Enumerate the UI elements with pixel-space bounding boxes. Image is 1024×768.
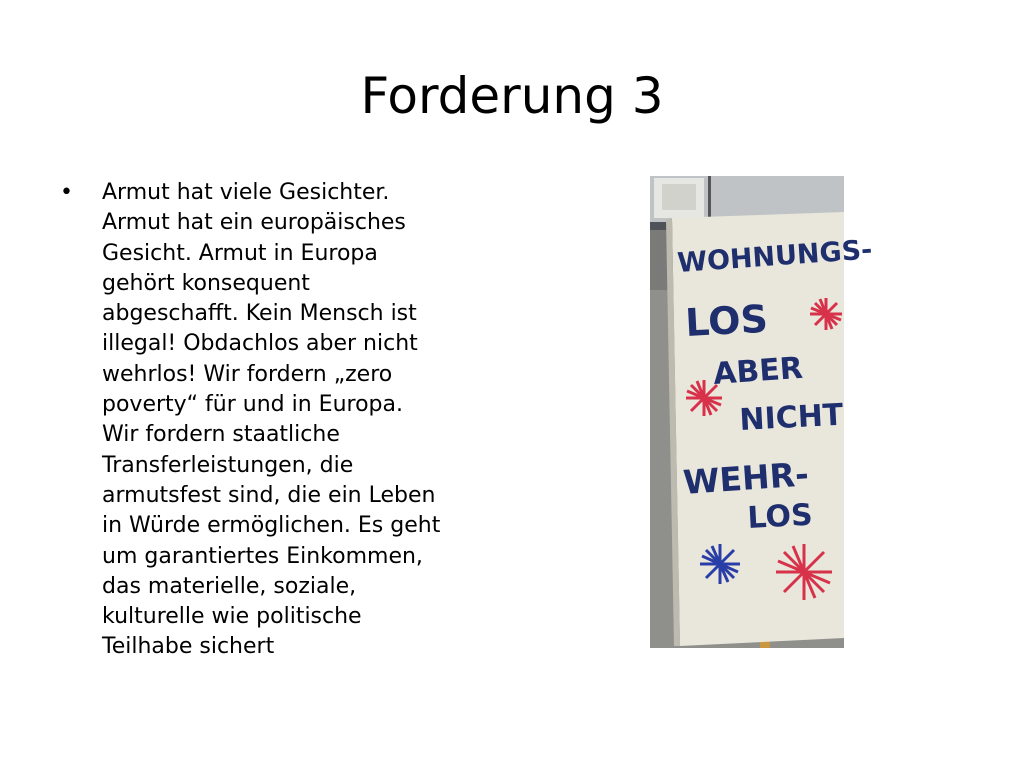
sign-line: ABER — [712, 350, 805, 392]
protest-sign-photo — [650, 176, 874, 648]
bullet-text-line: wehrlos! Wir fordern „zero — [102, 361, 393, 387]
bullet-text-line: poverty“ für und in Europa. — [102, 392, 403, 418]
bullet-text-line: Teilhabe sichert — [102, 634, 275, 660]
bullet-text-line: gehört konsequent — [102, 270, 310, 296]
sign-line: WEHR- — [681, 454, 810, 502]
slide-title: Forderung 3 — [360, 67, 664, 125]
bullet-text-line: in Würde ermöglichen. Es geht — [102, 513, 441, 539]
sign-line: WOHNUNGS- — [676, 234, 874, 279]
bullet-marker: • — [60, 180, 73, 205]
red-star-icon — [776, 544, 832, 600]
bullet-text-line: Armut hat ein europäisches — [102, 210, 406, 236]
sign-line: LOS — [746, 497, 814, 536]
bullet-text-line: Transferleistungen, die — [102, 452, 354, 478]
bullet-text-line: das materielle, soziale, — [102, 573, 357, 599]
protest-sign-image — [650, 176, 874, 648]
bullet-text-line: um garantiertes Einkommen, — [102, 543, 423, 569]
bullet-text-line: abgeschafft. Kein Mensch ist — [102, 301, 417, 327]
bullet-text-line: Gesicht. Armut in Europa — [102, 240, 378, 266]
bullet-item — [60, 178, 500, 663]
bullet-text-line: kulturelle wie politische — [102, 604, 362, 630]
bullet-text-line: Armut hat viele Gesichter. — [102, 180, 390, 205]
bullet-text — [102, 178, 440, 663]
blue-star-icon — [700, 544, 740, 584]
bullet-list — [60, 178, 500, 663]
sign-line: LOS — [684, 296, 769, 345]
bullet-text-line: Wir fordern staatliche — [102, 422, 340, 448]
bullet-text-line: illegal! Obdachlos aber nicht — [102, 331, 418, 357]
bullet-text-line: armutsfest sind, die ein Leben — [102, 482, 436, 508]
sign-line: NICHT — [738, 397, 845, 438]
